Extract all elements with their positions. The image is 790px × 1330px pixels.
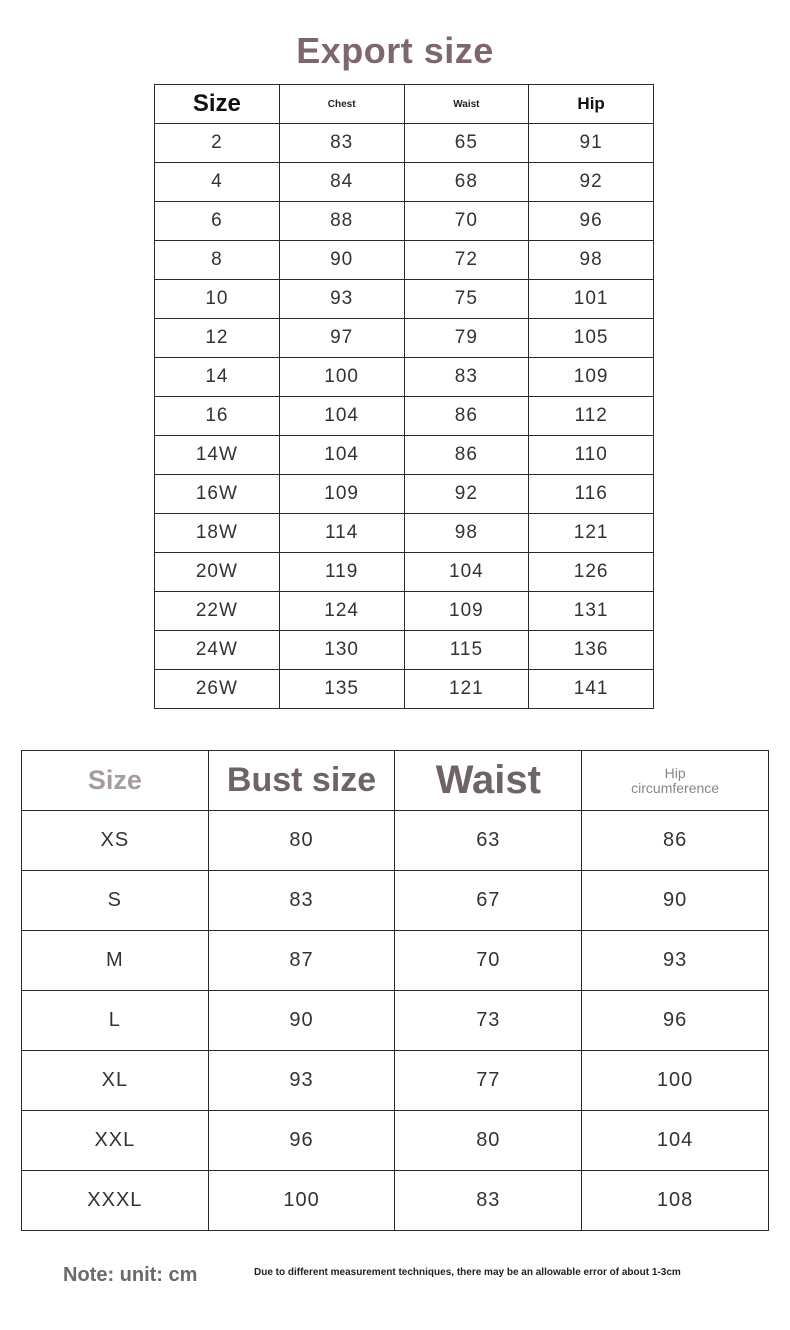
table-row [155, 397, 654, 436]
table-cell: 135 [279, 670, 404, 709]
table-row [155, 592, 654, 631]
header-hip: Hip [529, 85, 654, 124]
table-cell: 93 [208, 1051, 395, 1111]
table-row [22, 1111, 769, 1171]
table-cell: 14W [155, 436, 280, 475]
table-cell: 68 [404, 163, 529, 202]
table-cell: 16 [155, 397, 280, 436]
table-row [22, 1171, 769, 1231]
table-cell: 96 [208, 1111, 395, 1171]
size-table-letter [21, 750, 769, 1231]
page-title: Export size [296, 30, 494, 71]
table-cell: 83 [208, 871, 395, 931]
table-cell: 24W [155, 631, 280, 670]
table-cell: 121 [404, 670, 529, 709]
table-cell: 88 [279, 202, 404, 241]
table-row [155, 670, 654, 709]
table-row [155, 436, 654, 475]
table-cell: 104 [582, 1111, 769, 1171]
table-row [155, 475, 654, 514]
table-cell: 98 [404, 514, 529, 553]
table-cell: 79 [404, 319, 529, 358]
table-cell: L [22, 991, 209, 1051]
table-cell: 90 [208, 991, 395, 1051]
table-cell: 84 [279, 163, 404, 202]
table-cell: 65 [404, 124, 529, 163]
table-cell: 124 [279, 592, 404, 631]
table-cell: 105 [529, 319, 654, 358]
header-chest: Chest [279, 85, 404, 124]
table-cell: 77 [395, 1051, 582, 1111]
table-cell: 72 [404, 241, 529, 280]
table-header-row [22, 751, 769, 811]
table-cell: 70 [404, 202, 529, 241]
header-bust-size: Bust size [208, 751, 395, 811]
table-cell: 12 [155, 319, 280, 358]
table-header-row [155, 85, 654, 124]
table-cell: 86 [404, 436, 529, 475]
table-row [22, 1051, 769, 1111]
table-cell: 86 [582, 811, 769, 871]
table-cell: 136 [529, 631, 654, 670]
table-row [22, 871, 769, 931]
table-cell: 130 [279, 631, 404, 670]
table-cell: 10 [155, 280, 280, 319]
table-row [155, 319, 654, 358]
header-size: Size [155, 85, 280, 124]
table-cell: XXL [22, 1111, 209, 1171]
table-cell: 6 [155, 202, 280, 241]
table-cell: 8 [155, 241, 280, 280]
header-size: Size [22, 751, 209, 811]
table-cell: 112 [529, 397, 654, 436]
table-cell: 114 [279, 514, 404, 553]
table-cell: 141 [529, 670, 654, 709]
table-cell: 104 [279, 397, 404, 436]
table-cell: 109 [404, 592, 529, 631]
table-row [22, 811, 769, 871]
table-cell: 101 [529, 280, 654, 319]
table-row [155, 358, 654, 397]
table-cell: 131 [529, 592, 654, 631]
table-cell: 86 [404, 397, 529, 436]
unit-note: Note: unit: cm [63, 1264, 198, 1286]
table-cell: 98 [529, 241, 654, 280]
table-cell: 92 [404, 475, 529, 514]
table-cell: 100 [279, 358, 404, 397]
table-cell: M [22, 931, 209, 991]
table-cell: 83 [395, 1171, 582, 1231]
table-cell: 83 [404, 358, 529, 397]
table-cell: 87 [208, 931, 395, 991]
table-cell: 91 [529, 124, 654, 163]
table-cell: 97 [279, 319, 404, 358]
table-cell: 110 [529, 436, 654, 475]
table-cell: 90 [279, 241, 404, 280]
table-cell: 96 [529, 202, 654, 241]
header-hip-circumference: Hip circumference [582, 751, 769, 811]
table-cell: 121 [529, 514, 654, 553]
table-cell: 90 [582, 871, 769, 931]
header-waist: Waist [404, 85, 529, 124]
table-row [22, 931, 769, 991]
header-waist: Waist [395, 751, 582, 811]
table-cell: 119 [279, 553, 404, 592]
table-row [155, 514, 654, 553]
table-row [155, 553, 654, 592]
table-cell: 75 [404, 280, 529, 319]
table-cell: 22W [155, 592, 280, 631]
table-row [22, 991, 769, 1051]
size-table-numeric [154, 84, 654, 709]
table-row [155, 124, 654, 163]
table-cell: 26W [155, 670, 280, 709]
table-cell: 73 [395, 991, 582, 1051]
table-cell: 4 [155, 163, 280, 202]
table-cell: XL [22, 1051, 209, 1111]
table-cell: 67 [395, 871, 582, 931]
table-cell: 115 [404, 631, 529, 670]
table-cell: 116 [529, 475, 654, 514]
table-cell: 104 [279, 436, 404, 475]
table-cell: 92 [529, 163, 654, 202]
table-cell: 109 [529, 358, 654, 397]
table-cell: 100 [582, 1051, 769, 1111]
table-cell: 83 [279, 124, 404, 163]
table-cell: 93 [279, 280, 404, 319]
table-row [155, 280, 654, 319]
table-cell: 96 [582, 991, 769, 1051]
table-cell: 20W [155, 553, 280, 592]
table-cell: 70 [395, 931, 582, 991]
measurement-disclaimer: Due to different measurement techniques, there may be an allowable error of about 1-3cm [254, 1267, 681, 1278]
table-cell: 104 [404, 553, 529, 592]
table-cell: XXXL [22, 1171, 209, 1231]
table-cell: 108 [582, 1171, 769, 1231]
table-cell: XS [22, 811, 209, 871]
table-cell: 16W [155, 475, 280, 514]
table-row [155, 202, 654, 241]
table-cell: 80 [208, 811, 395, 871]
table-cell: 14 [155, 358, 280, 397]
table-cell: 80 [395, 1111, 582, 1171]
table-cell: 100 [208, 1171, 395, 1231]
table-cell: 2 [155, 124, 280, 163]
table-row [155, 631, 654, 670]
table-cell: 109 [279, 475, 404, 514]
table-cell: S [22, 871, 209, 931]
table-cell: 18W [155, 514, 280, 553]
table-cell: 93 [582, 931, 769, 991]
table-cell: 63 [395, 811, 582, 871]
table-row [155, 163, 654, 202]
table-row [155, 241, 654, 280]
table-cell: 126 [529, 553, 654, 592]
